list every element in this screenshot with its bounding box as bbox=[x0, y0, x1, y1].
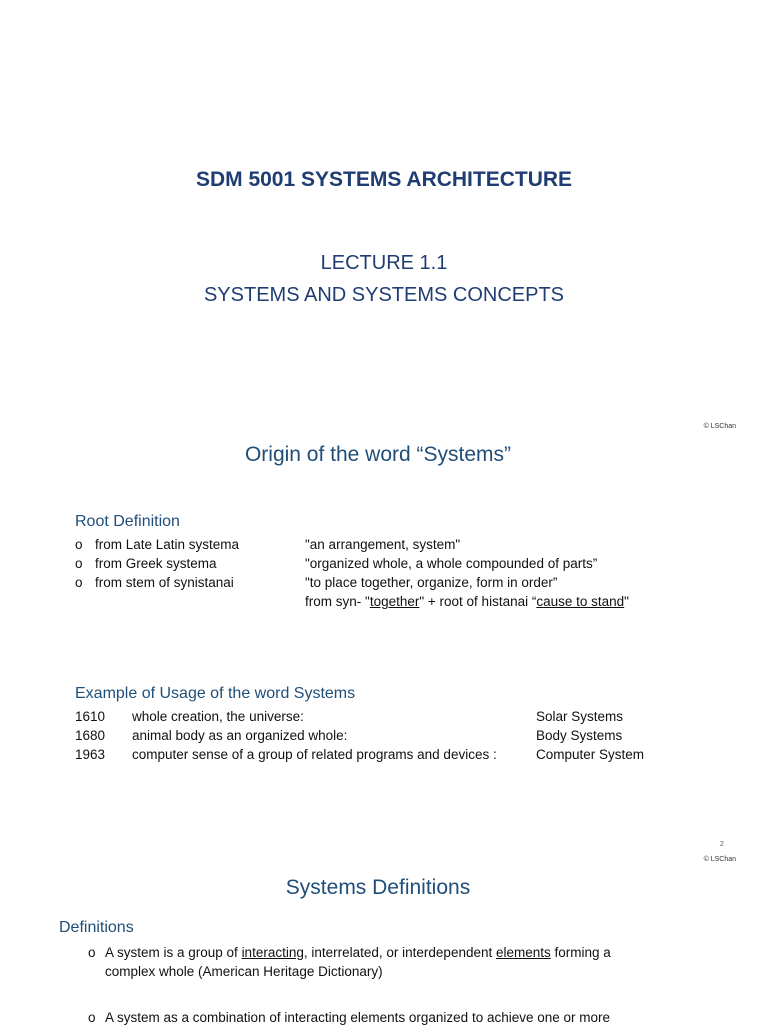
root-row bbox=[75, 556, 217, 571]
bullet-marker: o bbox=[88, 945, 96, 960]
definition-text: forming a bbox=[550, 945, 611, 960]
root-source: from Late Latin systema bbox=[95, 537, 240, 552]
root-row bbox=[75, 537, 239, 552]
usage-heading: Example of Usage of the word Systems bbox=[75, 685, 356, 702]
root-meaning: "to place together, organize, form in order” bbox=[305, 575, 558, 590]
usage-year: 1610 bbox=[75, 709, 106, 724]
definition-text: A system is a group of bbox=[105, 945, 242, 960]
root-row bbox=[75, 575, 234, 590]
root-meaning: "organized whole, a whole compounded of parts” bbox=[305, 556, 598, 571]
usage-example: Body Systems bbox=[536, 728, 623, 743]
usage-year: 1963 bbox=[75, 747, 106, 762]
root-source: from stem of synistanai bbox=[95, 575, 234, 590]
definition-item bbox=[88, 1010, 610, 1025]
lecture-subtitle: SYSTEMS AND SYSTEMS CONCEPTS bbox=[203, 284, 565, 306]
etymology-text: " + root of histanai “ bbox=[419, 594, 537, 609]
etymology-text: from syn- " bbox=[305, 594, 370, 609]
usage-description: computer sense of a group of related programs and devices : bbox=[132, 747, 497, 762]
usage-year: 1680 bbox=[75, 728, 106, 743]
definition-item bbox=[88, 945, 611, 960]
definition-continuation: complex whole (American Heritage Dictionary) bbox=[105, 964, 383, 979]
copyright-notice: © LSChan bbox=[703, 856, 736, 863]
slide-title-definitions: Systems Definitions bbox=[285, 876, 471, 899]
usage-description: animal body as an organized whole: bbox=[132, 728, 348, 743]
slide-title-origin: Origin of the word “Systems” bbox=[244, 443, 512, 466]
usage-example: Solar Systems bbox=[536, 709, 624, 724]
definition-text: , interrelated, or interdependent bbox=[303, 945, 496, 960]
etymology-line bbox=[305, 594, 629, 609]
underlined-cause-to-stand: cause to stand bbox=[536, 594, 625, 609]
root-source: from Greek systema bbox=[95, 556, 217, 571]
underlined-elements: elements bbox=[495, 945, 551, 960]
underlined-interacting: interacting bbox=[241, 945, 304, 960]
etymology-text: " bbox=[624, 594, 629, 609]
root-meaning: "an arrangement, system" bbox=[305, 537, 461, 552]
bullet-marker: o bbox=[75, 556, 83, 571]
root-definition-heading: Root Definition bbox=[75, 513, 180, 530]
bullet-marker: o bbox=[88, 1010, 96, 1025]
lecture-number: LECTURE 1.1 bbox=[320, 252, 448, 274]
copyright-notice: © LSChan bbox=[703, 423, 736, 430]
course-title: SDM 5001 SYSTEMS ARCHITECTURE bbox=[195, 168, 573, 191]
underlined-together: together bbox=[369, 594, 420, 609]
page-number: 2 bbox=[720, 841, 724, 848]
bullet-marker: o bbox=[75, 575, 83, 590]
usage-example: Computer System bbox=[536, 747, 645, 762]
definition-text: A system as a combination of interacting elements organized to achieve one or more bbox=[105, 1010, 611, 1025]
bullet-marker: o bbox=[75, 537, 83, 552]
usage-description: whole creation, the universe: bbox=[132, 709, 304, 724]
definitions-heading: Definitions bbox=[59, 919, 134, 936]
